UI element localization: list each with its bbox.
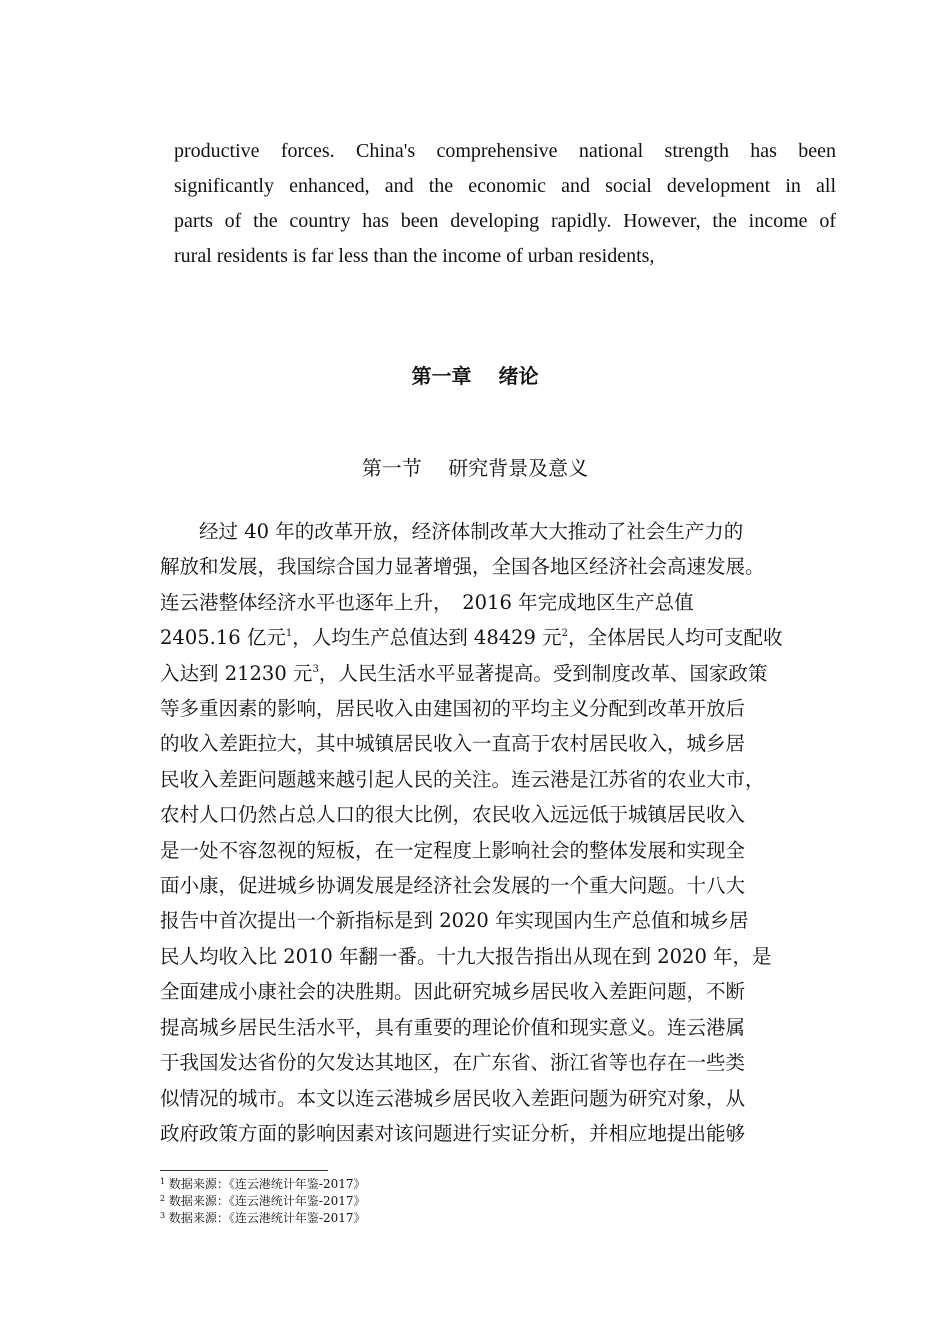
paragraph-line: 似情况的城市。本文以连云港城乡居民收入差距问题为研究对象，从 xyxy=(160,1086,746,1110)
text-run: ，人民生活水平显著提高。受到制度改革、国家政策 xyxy=(318,661,768,685)
footnote-text: 数据来源：《连云港统计年鉴-2017》 xyxy=(165,1194,366,1208)
text-run: ，人均生产总值达到 48429 元 xyxy=(292,626,562,650)
paragraph-line: 面小康，促进城乡协调发展是经济社会发展的一个重大问题。十八大 xyxy=(160,874,746,898)
abstract-line: significantly enhanced, and the economic and social development in all xyxy=(174,175,836,197)
paragraph-line xyxy=(160,656,850,691)
paragraph-line: 是一处不容忽视的短板，在一定程度上影响社会的整体发展和实现全 xyxy=(160,838,746,862)
section-title: 研究背景及意义 xyxy=(448,456,589,480)
abstract-line: rural residents is far less than the income of urban residents, xyxy=(174,245,655,267)
section-heading xyxy=(0,452,950,481)
text-run: 入达到 21230 元 xyxy=(160,661,313,685)
footnote-ref[interactable]: 2 xyxy=(561,628,569,640)
paragraph-line: 政府政策方面的影响因素对该问题进行实证分析，并相应地提出能够 xyxy=(160,1121,746,1145)
chapter-title: 绪论 xyxy=(498,364,539,388)
paragraph-line: 民人均收入比 2010 年翻一番。十九大报告指出从现在到 2020 年，是 xyxy=(160,944,772,968)
text-run: ，全体居民人均可支配收 xyxy=(568,626,783,650)
paragraph-line: 提高城乡居民生活水平，具有重要的理论价值和现实意义。连云港属 xyxy=(160,1015,746,1039)
abstract-line: productive forces. China's comprehensive national strength has been xyxy=(174,140,836,162)
footnote xyxy=(160,1210,366,1227)
paragraph-line: 解放和发展，我国综合国力显著增强，全国各地区经济社会高速发展。 xyxy=(160,555,765,579)
paragraph-line: 农村人口仍然占总人口的很大比例，农民收入远远低于城镇居民收入 xyxy=(160,803,746,827)
paragraph-line: 民收入差距问题越来越引起人民的关注。连云港是江苏省的农业大市， xyxy=(160,767,765,791)
paragraph-line: 等多重因素的影响，居民收入由建国初的平均主义分配到改革开放后 xyxy=(160,697,746,721)
footnotes xyxy=(160,1176,366,1227)
paragraph-line xyxy=(160,620,850,655)
body-paragraph xyxy=(160,514,850,1151)
footnote-ref[interactable]: 3 xyxy=(312,663,319,675)
footnote-text: 数据来源：《连云港统计年鉴-2017》 xyxy=(165,1211,366,1225)
paragraph-line: 连云港整体经济水平也逐年上升， 2016 年完成地区生产总值 xyxy=(160,590,694,614)
footnote-mark: 2 xyxy=(160,1194,166,1203)
text-run: 2405.16 亿元 xyxy=(160,626,286,650)
footnote-text: 数据来源：《连云港统计年鉴-2017》 xyxy=(165,1177,366,1191)
paragraph-line: 的收入差距拉大，其中城镇居民收入一直高于农村居民收入，城乡居 xyxy=(160,732,746,756)
footnote-ref[interactable]: 1 xyxy=(285,628,293,640)
paragraph-line: 全面建成小康社会的决胜期。因此研究城乡居民收入差距问题，不断 xyxy=(160,980,746,1004)
footnote xyxy=(160,1193,366,1210)
paragraph-line: 经过 40 年的改革开放，经济体制改革大大推动了社会生产力的 xyxy=(160,520,744,543)
chapter-number: 第一章 xyxy=(411,364,472,388)
paragraph-line: 于我国发达省份的欠发达其地区，在广东省、浙江省等也存在一些类 xyxy=(160,1051,746,1075)
abstract-line: parts of the country has been developing rapidly. However, the income of xyxy=(174,210,836,232)
footnote xyxy=(160,1176,366,1193)
footnote-mark: 1 xyxy=(160,1177,166,1186)
section-number: 第一节 xyxy=(361,456,422,480)
english-abstract-continuation xyxy=(174,134,836,274)
footnote-separator xyxy=(160,1170,328,1171)
footnote-mark: 3 xyxy=(160,1211,166,1220)
chapter-heading xyxy=(0,360,950,389)
paragraph-line: 报告中首次提出一个新指标是到 2020 年实现国内生产总值和城乡居 xyxy=(160,909,749,933)
